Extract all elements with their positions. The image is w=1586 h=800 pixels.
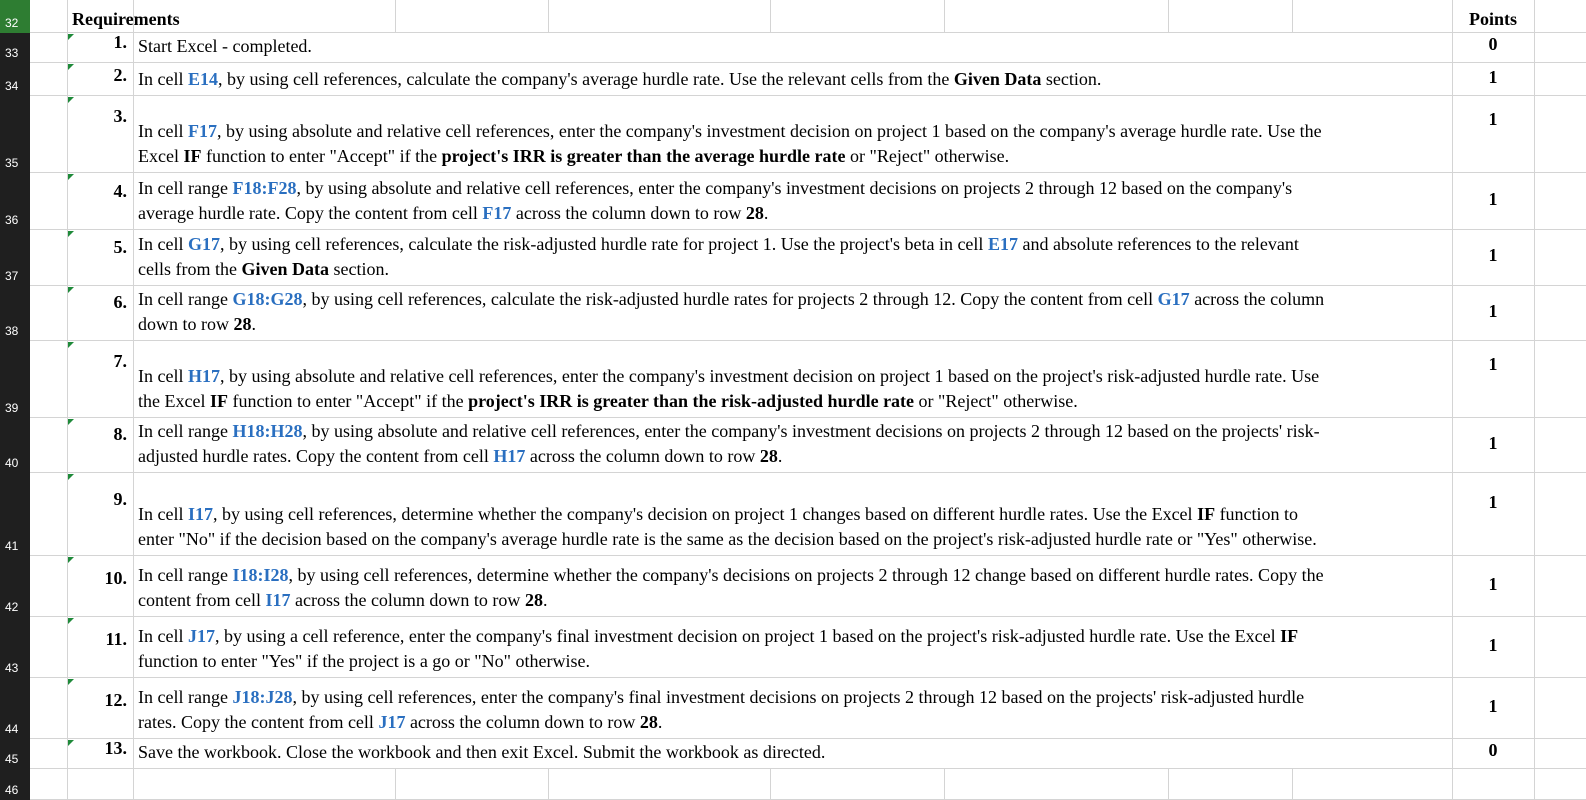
points-value[interactable]: 1 [1488, 695, 1498, 716]
cell-reference: J17 [378, 712, 406, 732]
points-value[interactable]: 0 [1488, 34, 1498, 54]
row-number[interactable]: 46 [5, 783, 19, 797]
requirement-text[interactable] [138, 232, 1448, 282]
text-span: cells from the [138, 259, 242, 279]
text-span: function to enter "Yes" if the project is a go or "No" otherwise. [138, 651, 590, 671]
step-number: 2. [113, 65, 127, 85]
bold-text: IF [183, 146, 202, 166]
points-value[interactable]: 1 [1488, 300, 1498, 321]
text-span: Start Excel - completed. [138, 36, 312, 56]
requirement-line [138, 144, 1448, 169]
step-number: 4. [113, 181, 127, 201]
comment-indicator-icon[interactable] [68, 679, 74, 685]
step-number: 5. [113, 237, 127, 257]
text-span: function to enter "Accept" if the [201, 146, 442, 166]
requirement-text[interactable] [138, 563, 1448, 613]
row-number[interactable]: 32 [0, 0, 30, 33]
column-gridline [770, 0, 771, 33]
points-value[interactable]: 1 [1488, 354, 1498, 374]
text-span: In cell [138, 69, 188, 89]
bold-text: project's IRR is greater than the average hurdle rate [441, 146, 846, 166]
text-span: enter "No" if the decision based on the company's average hurdle rate is the same as the decision based on the project's risk-adjusted hurdle rate or "Yes" otherwise. [138, 529, 1317, 549]
comment-indicator-icon[interactable] [68, 618, 74, 624]
requirement-line [138, 502, 1448, 527]
row-gridline [30, 472, 1586, 473]
cell-reference: H17 [187, 366, 220, 386]
requirement-text[interactable] [138, 685, 1448, 735]
comment-indicator-icon[interactable] [68, 97, 74, 103]
row-number[interactable]: 40 [5, 456, 19, 470]
points-header: Points [1468, 9, 1517, 29]
cell-reference: I17 [265, 590, 291, 610]
requirement-text[interactable] [138, 119, 1448, 169]
text-span: , by using absolute and relative cell references, enter the company's investment decision on project 1 based on the project's risk-adjusted hurdle rate. Use [220, 366, 1320, 386]
row-number[interactable]: 36 [5, 213, 19, 227]
row-number[interactable]: 41 [5, 539, 19, 553]
requirement-line [138, 710, 1448, 735]
row-number[interactable]: 44 [5, 722, 19, 736]
requirement-text[interactable] [138, 419, 1448, 469]
text-span: In cell [138, 234, 188, 254]
text-span: . [763, 203, 769, 223]
row-gridline [30, 340, 1586, 341]
step-number: 3. [113, 106, 127, 126]
bold-text: IF [1280, 626, 1299, 646]
cell-reference: G18:G28 [232, 289, 303, 309]
text-span: average hurdle rate. Copy the content from cell [138, 203, 483, 223]
text-span: . [777, 446, 783, 466]
text-span: . [542, 590, 548, 610]
requirement-text[interactable] [138, 176, 1448, 226]
text-span: the Excel [138, 391, 210, 411]
text-span: function to [1215, 504, 1299, 524]
comment-indicator-icon[interactable] [68, 342, 74, 348]
text-span: In cell range [138, 687, 233, 707]
text-span: , by using cell references, enter the company's final investment decisions on projects 2 through 12 based on the projects' risk-adjusted hurdle [292, 687, 1305, 707]
requirement-line [138, 201, 1448, 226]
cell-reference: E14 [187, 69, 218, 89]
text-span: across the column [1189, 289, 1325, 309]
step-number: 6. [113, 292, 127, 312]
points-value[interactable]: 1 [1488, 67, 1498, 87]
requirement-text[interactable] [138, 502, 1448, 552]
step-number: 7. [113, 351, 127, 371]
text-span: In cell [138, 626, 188, 646]
comment-indicator-icon[interactable] [68, 557, 74, 563]
bold-text: IF [1197, 504, 1216, 524]
step-number: 11. [105, 629, 127, 649]
requirement-line [138, 312, 1448, 337]
text-span: , by using cell references, calculate the risk-adjusted hurdle rates for projects 2 through 12. Copy the content from cell [302, 289, 1158, 309]
points-value[interactable]: 1 [1488, 492, 1498, 512]
text-span: In cell [138, 121, 188, 141]
row-number[interactable]: 33 [5, 46, 19, 60]
requirement-line [138, 563, 1448, 588]
cell-reference: E17 [987, 234, 1018, 254]
cell-reference: I17 [187, 504, 213, 524]
column-gridline [395, 0, 396, 33]
row-gridline [30, 768, 1586, 769]
row-gridline [30, 62, 1586, 63]
cell-reference: I18:I28 [232, 565, 289, 585]
row-number[interactable]: 38 [5, 324, 19, 338]
column-gridline [1292, 0, 1293, 33]
column-gridline [548, 769, 549, 800]
column-gridline [548, 0, 549, 33]
requirement-line [138, 257, 1448, 282]
row-gridline [30, 229, 1586, 230]
text-span: content from cell [138, 590, 266, 610]
bold-text: 28 [233, 314, 252, 334]
requirement-line [138, 444, 1448, 469]
text-span: , by using cell references, calculate the company's average hurdle rate. Use the relevant cells from the [218, 69, 954, 89]
comment-indicator-icon[interactable] [68, 174, 74, 180]
bold-text: 28 [745, 203, 764, 223]
row-gridline [30, 32, 1586, 33]
requirement-line [138, 119, 1448, 144]
step-number: 8. [113, 424, 127, 444]
points-value[interactable]: 1 [1488, 432, 1498, 453]
row-number[interactable]: 37 [5, 269, 19, 283]
text-span: and absolute references to the relevant [1017, 234, 1299, 254]
row-number[interactable]: 39 [5, 401, 19, 415]
text-span: In cell range [138, 565, 233, 585]
column-gridline [395, 769, 396, 800]
cell-reference: G17 [1157, 289, 1190, 309]
column-gridline [770, 769, 771, 800]
cell-reference: H18:H28 [232, 421, 303, 441]
points-value[interactable]: 1 [1488, 109, 1498, 129]
text-span: In cell [138, 504, 188, 524]
row-gridline [30, 95, 1586, 96]
text-span: In cell range [138, 178, 233, 198]
text-span: Save the workbook. Close the workbook and then exit Excel. Submit the workbook as directed. [138, 742, 826, 762]
row-number[interactable]: 35 [5, 156, 19, 170]
column-gridline [1292, 769, 1293, 800]
text-span: or "Reject" otherwise. [845, 146, 1010, 166]
points-value[interactable]: 0 [1488, 740, 1498, 760]
requirement-line [138, 34, 1448, 59]
text-span: . [251, 314, 256, 334]
cell-reference: F17 [482, 203, 512, 223]
requirement-line [138, 649, 1448, 674]
requirement-text[interactable] [138, 67, 1448, 92]
requirement-text[interactable] [138, 287, 1448, 337]
text-span: , by using absolute and relative cell references, enter the company's investment decisions on projects 2 through 12 based on the projects' risk- [302, 421, 1320, 441]
text-span: adjusted hurdle rates. Copy the content from cell [138, 446, 494, 466]
requirement-text[interactable] [138, 740, 1448, 765]
step-number: 12. [104, 690, 127, 710]
column-gridline [1534, 0, 1535, 800]
step-number: 1. [113, 32, 127, 52]
requirement-line [138, 364, 1448, 389]
text-span: Excel [138, 146, 184, 166]
bold-text: 28 [524, 590, 543, 610]
requirement-line [138, 624, 1448, 649]
points-value[interactable]: 1 [1488, 188, 1498, 209]
text-span: across the column down to row [511, 203, 746, 223]
bold-text: Given Data [241, 259, 329, 279]
requirement-line [138, 232, 1448, 257]
requirement-line [138, 527, 1448, 552]
text-span: across the column down to row [405, 712, 640, 732]
text-span: , by using cell references, calculate the risk-adjusted hurdle rate for project 1. Use the project's beta in cell [220, 234, 988, 254]
column-gridline [1168, 769, 1169, 800]
step-number: 9. [113, 489, 127, 509]
points-value[interactable]: 1 [1488, 634, 1498, 655]
requirement-line [138, 67, 1448, 92]
text-span: section. [1041, 69, 1102, 89]
requirements-header: Requirements [72, 9, 180, 29]
bold-text: Given Data [953, 69, 1042, 89]
requirement-line [138, 287, 1448, 312]
row-gridline [30, 417, 1586, 418]
text-span: , by using a cell reference, enter the company's final investment decision on project 1 based on the project's risk-adjusted hurdle rate. Use the Excel [214, 626, 1281, 646]
cell-reference: J18:J28 [232, 687, 293, 707]
row-number[interactable]: 42 [5, 600, 19, 614]
bold-text: IF [209, 391, 228, 411]
text-span: across the column down to row [525, 446, 760, 466]
cell-reference: F18:F28 [232, 178, 297, 198]
text-span: , by using cell references, determine whether the company's decision on project 1 changes based on different hurdle rates. Use the Excel [213, 504, 1198, 524]
row-gridline [30, 285, 1586, 286]
row-number[interactable]: 34 [5, 79, 19, 93]
text-span: , by using absolute and relative cell references, enter the company's investment decision on project 1 based on the company's average hurdle rate. Use the [216, 121, 1322, 141]
points-value[interactable]: 1 [1488, 245, 1498, 265]
cell-reference: H17 [493, 446, 526, 466]
requirement-text[interactable] [138, 34, 1448, 59]
row-number[interactable]: 43 [5, 661, 19, 675]
step-number: 13. [104, 738, 127, 758]
column-gridline [1168, 0, 1169, 33]
text-span: In cell range [138, 421, 233, 441]
row-gridline [30, 738, 1586, 739]
requirement-line [138, 176, 1448, 201]
cell-reference: F17 [187, 121, 217, 141]
column-gridline [133, 0, 134, 800]
requirement-text[interactable] [138, 624, 1448, 674]
row-gridline [30, 172, 1586, 173]
cell-reference: G17 [187, 234, 220, 254]
row-gridline [30, 555, 1586, 556]
requirement-text[interactable] [138, 364, 1448, 414]
text-span: . [657, 712, 663, 732]
column-gridline [944, 0, 945, 33]
column-gridline [1452, 0, 1453, 800]
text-span: section. [328, 259, 389, 279]
bold-text: 28 [639, 712, 658, 732]
row-gridline [30, 677, 1586, 678]
text-span: function to enter "Accept" if the [227, 391, 469, 411]
requirement-line [138, 419, 1448, 444]
row-gridline [30, 616, 1586, 617]
bold-text: 28 [759, 446, 778, 466]
text-span: rates. Copy the content from cell [138, 712, 379, 732]
text-span: In cell [138, 366, 188, 386]
column-gridline [944, 769, 945, 800]
step-number: 10. [104, 568, 127, 588]
text-span: down to row [138, 314, 234, 334]
requirement-line [138, 685, 1448, 710]
requirement-line [138, 389, 1448, 414]
comment-indicator-icon[interactable] [68, 474, 74, 480]
requirement-line [138, 588, 1448, 613]
bold-text: project's IRR is greater than the risk-adjusted hurdle rate [468, 391, 915, 411]
requirement-line [138, 740, 1448, 765]
text-span: across the column down to row [290, 590, 525, 610]
text-span: , by using absolute and relative cell references, enter the company's investment decisions on projects 2 through 12 based on the company's [296, 178, 1293, 198]
points-value[interactable]: 1 [1488, 573, 1498, 594]
cell-reference: J17 [187, 626, 215, 646]
text-span: , by using cell references, determine whether the company's decisions on projects 2 through 12 change based on different hurdle rates. Copy the [288, 565, 1324, 585]
row-number[interactable]: 45 [5, 752, 19, 766]
text-span: In cell range [138, 289, 233, 309]
text-span: or "Reject" otherwise. [914, 391, 1078, 411]
